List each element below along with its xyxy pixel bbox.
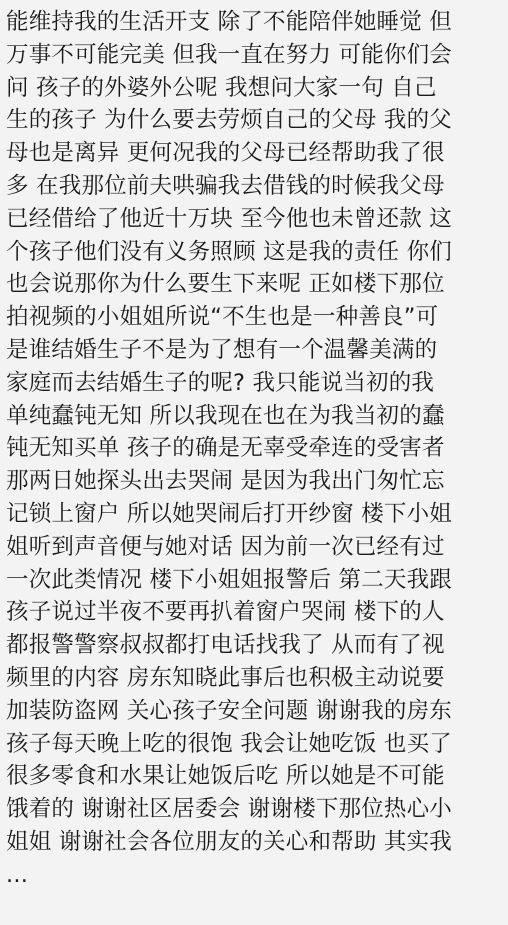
text-line: 能维持我的生活开支 除了不能陪伴她睡觉 但 [6,9,453,35]
text-line: 万事不可能完美 但我一直在努力 可能你们会 [6,41,453,68]
text-line: 频里的内容 房东知晓此事后也积极主动说要 [6,664,445,691]
text-line: 姐姐 谢谢社会各位朋友的关心和帮助 其实我 [6,828,453,855]
text-line: 拍视频的小姐姐所说“不生也是一种善良”可 [6,304,439,331]
text-line: 也会说那你为什么要生下来呢 正如楼下那位 [6,271,445,298]
text-line: 很多零食和水果让她饭后吃 所以她是不可能 [6,763,445,790]
text-line: 饿着的 谢谢社区居委会 谢谢楼下那位热心小 [6,796,453,823]
text-line: 孩子说过半夜不要再扒着窗户哭闹 楼下的人 [6,599,445,626]
text-line: 加装防盗网 关心孩子安全问题 谢谢我的房东 [6,697,453,724]
text-line: 那两日她探头出去哭闹 是因为我出门匆忙忘 [6,468,445,495]
text-line: 家庭而去结婚生子的呢? 我只能说当初的我 [6,369,435,396]
text-line: 单纯蠢钝无知 所以我现在也在为我当初的蠢 [6,402,445,429]
text-line: ... [6,861,29,888]
text-line: 个孩子他们没有义务照顾 这是我的责任 你们 [6,238,453,265]
text-line: 多 在我那位前夫哄骗我去借钱的时候我父母 [6,172,445,199]
text-line: 是谁结婚生子不是为了想有一个温馨美满的 [6,336,438,363]
text-line: 一次此类情况 楼下小姐姐报警后 第二天我跟 [6,566,453,593]
text-line: 问 孩子的外婆外公呢 我想问大家一句 自己 [6,74,437,101]
text-line: 钝无知买单 孩子的确是无辜受牵连的受害者 [6,435,445,462]
text-line: 母也是离异 更何况我的父母已经帮助我了很 [6,140,445,167]
text-line: 孩子每天晚上吃的很饱 我会让她吃饭 也买了 [6,730,453,757]
text-line: 生的孩子 为什么要去劳烦自己的父母 我的父 [6,107,453,134]
post-body [6,6,506,892]
text-line: 都报警警察叔叔都打电话找我了 从而有了视 [6,632,445,659]
text-line: 已经借给了他近十万块 至今他也未曾还款 这 [6,205,453,232]
text-line: 姐听到声音便与她对话 因为前一次已经有过 [6,533,445,560]
text-line: 记锁上窗户 所以她哭闹后打开纱窗 楼下小姐 [6,500,453,527]
